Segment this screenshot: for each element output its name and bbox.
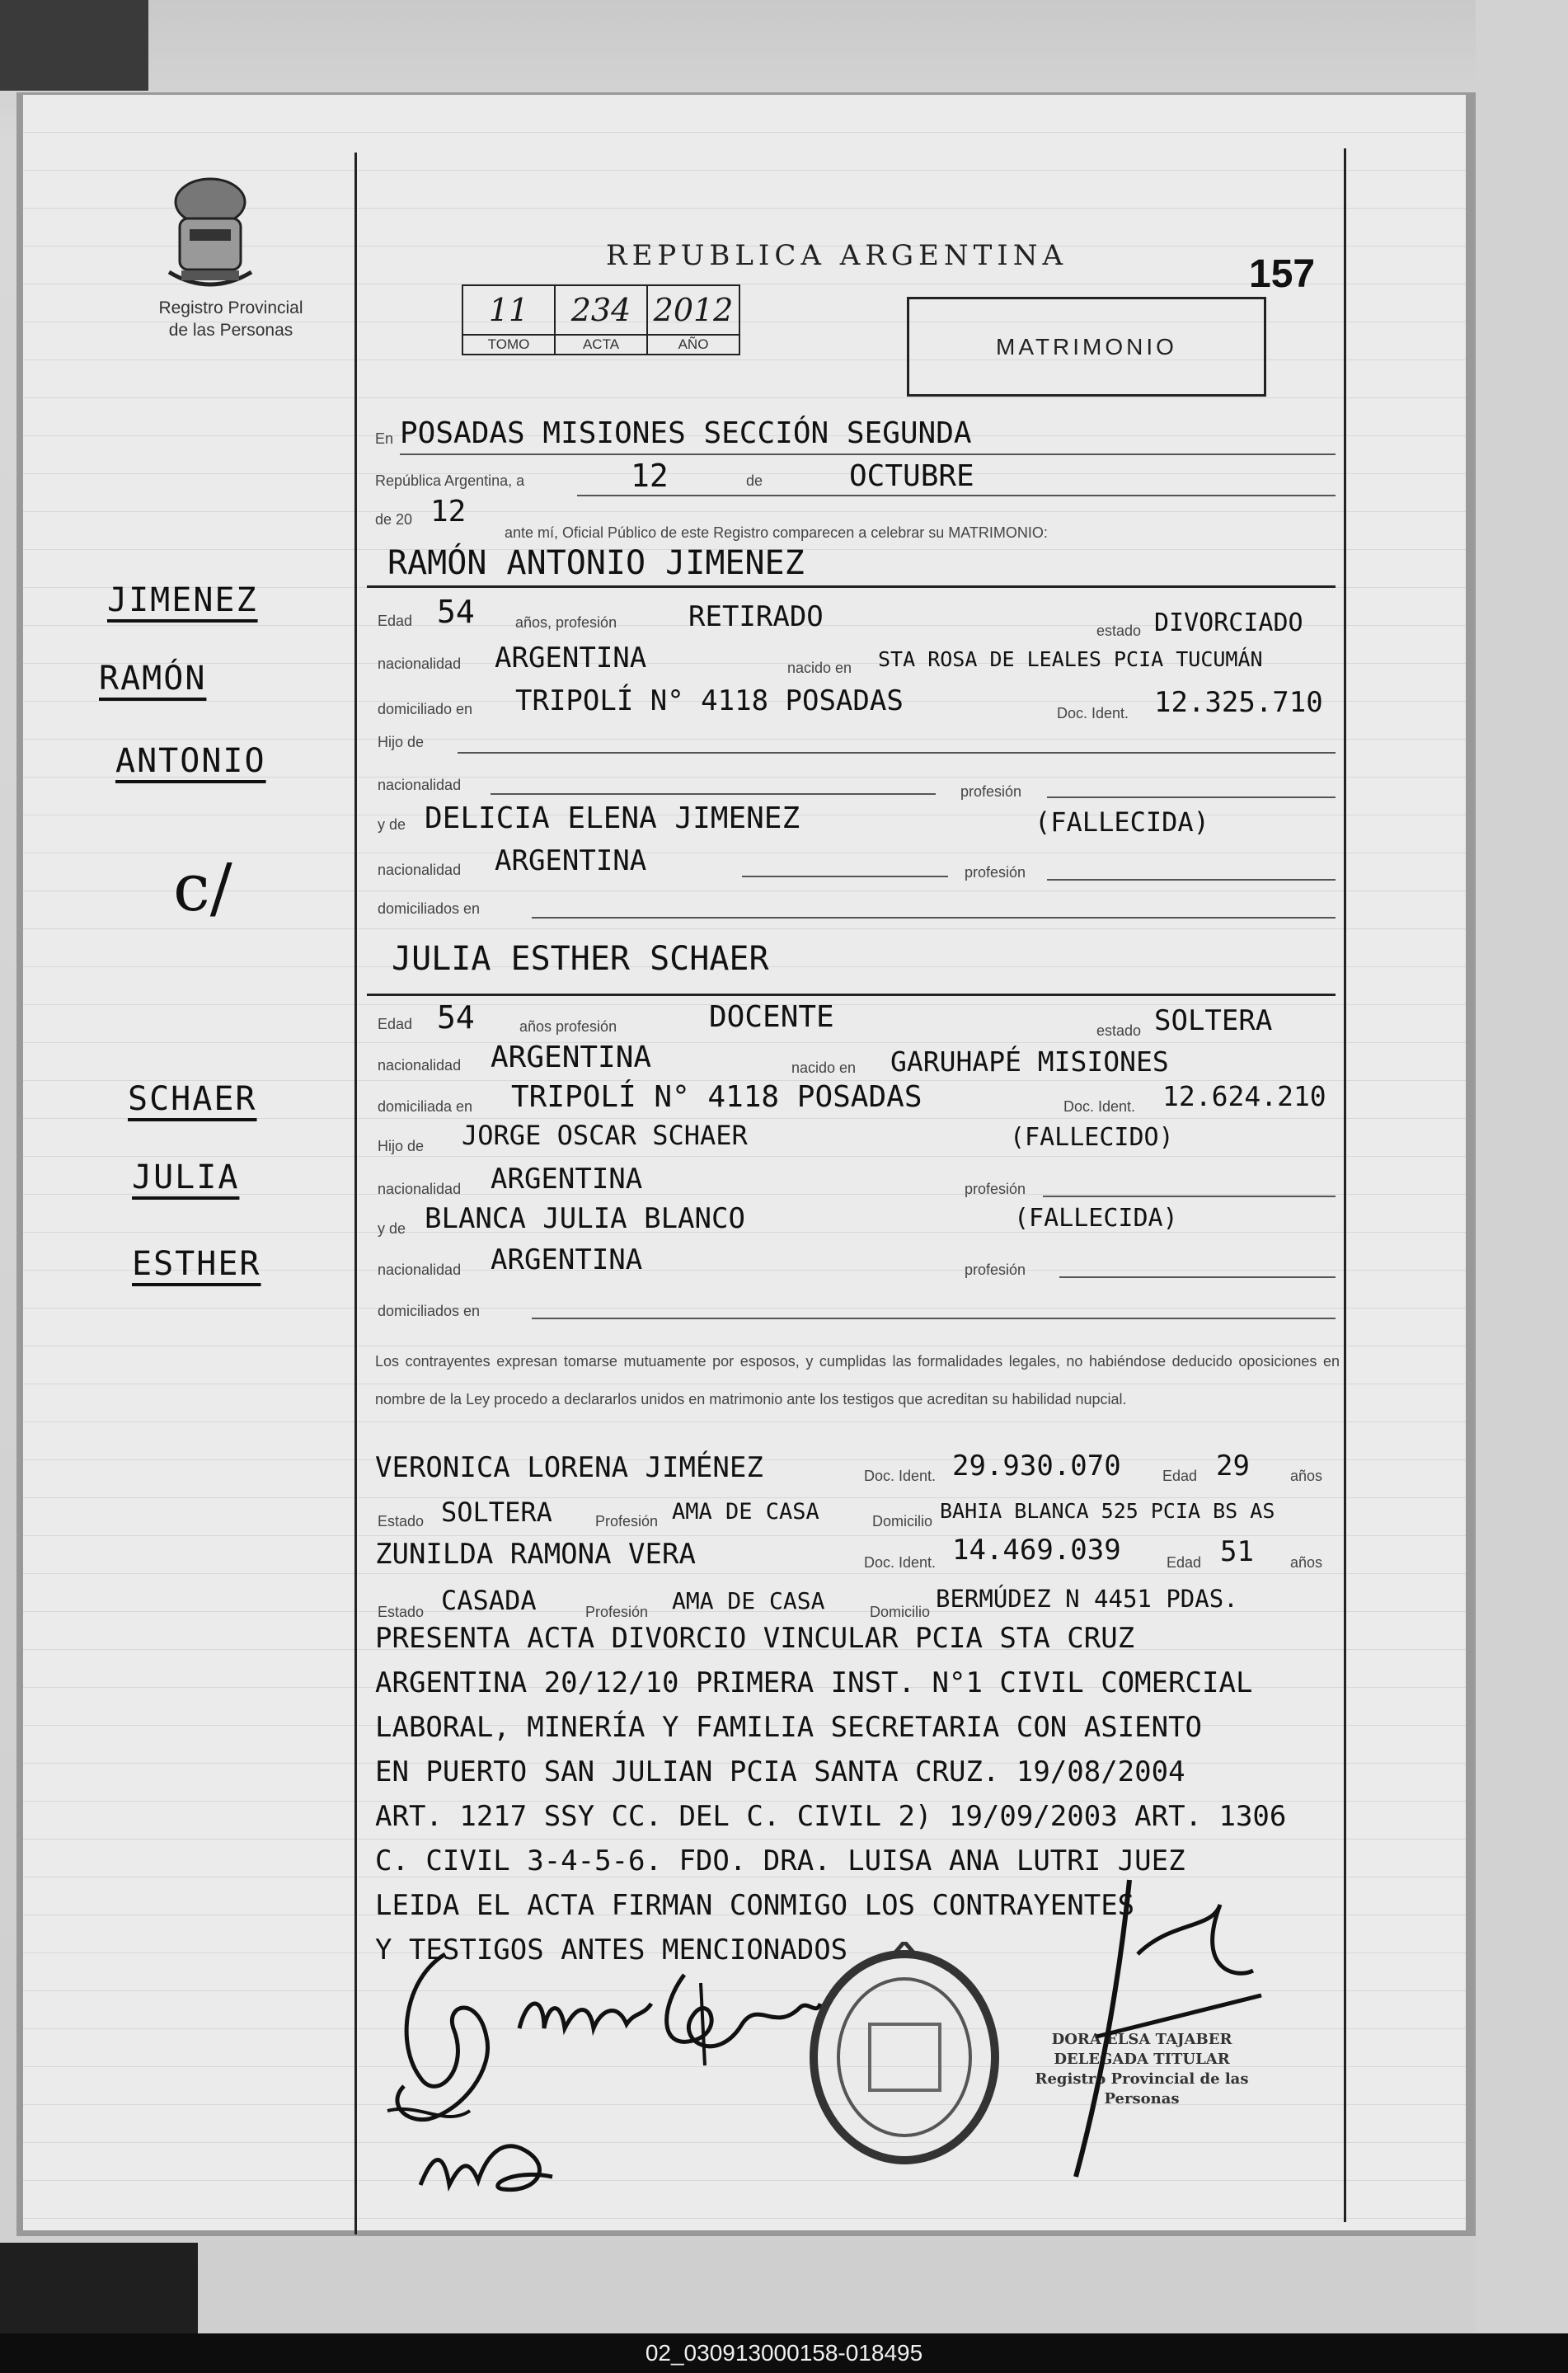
- label-bride-mother-prof: profesión: [965, 1262, 1026, 1278]
- label-groom-domiciliados: domiciliados en: [378, 900, 481, 917]
- witness1-name: VERONICA LORENA JIMÉNEZ: [375, 1451, 763, 1484]
- label-year-prefix: de 20: [375, 511, 413, 528]
- margin-bride-first: JULIA: [132, 1158, 240, 1196]
- groom-father-prof-line: [1047, 796, 1336, 798]
- stamp-line3: Registro Provincial de las Personas: [1035, 2070, 1249, 2108]
- background-right: [1476, 0, 1568, 2333]
- label-groom-nacionalidad: nacionalidad: [378, 656, 462, 672]
- record-box: [462, 284, 740, 355]
- groom-name: RAMÓN ANTONIO JIMENEZ: [387, 544, 805, 582]
- label-groom-profesion: años, profesión: [515, 614, 617, 631]
- label-bride-nacido: nacido en: [791, 1060, 857, 1076]
- anio-label: AÑO: [647, 335, 739, 355]
- label-w2-estado: Estado: [378, 1604, 425, 1620]
- bride-father-nationality: ARGENTINA: [491, 1163, 643, 1196]
- acta-value: 234: [555, 285, 647, 335]
- label-groom-father-nac: nacionalidad: [378, 777, 462, 793]
- bride-father-prof-line: [1043, 1196, 1336, 1197]
- note-line: EN PUERTO SAN JULIAN PCIA SANTA CRUZ. 19/08/2004: [375, 1755, 1185, 1788]
- groom-nationality: ARGENTINA: [495, 641, 647, 674]
- label-bride-profesion: años profesión: [519, 1018, 617, 1035]
- year-suffix: 12: [430, 495, 467, 529]
- bride-father: JORGE OSCAR SCHAER: [462, 1120, 748, 1151]
- label-bride-hijo: Hijo de: [378, 1138, 425, 1154]
- witness2-address: BERMÚDEZ N 4451 PDAS.: [936, 1585, 1238, 1613]
- bride-age: 54: [437, 999, 475, 1036]
- label-w1-estado: Estado: [378, 1513, 425, 1530]
- witness2-doc: 14.469.039: [952, 1534, 1121, 1567]
- groom-parents-address-line: [532, 917, 1336, 919]
- label-bride-estado: estado: [1096, 1022, 1142, 1039]
- bride-separator: [367, 994, 1336, 996]
- coat-of-arms-icon: [157, 173, 264, 293]
- label-bride-mother-nac: nacionalidad: [378, 1262, 462, 1278]
- margin-groom-first: RAMÓN: [99, 660, 207, 698]
- witness1-age: 29: [1216, 1450, 1250, 1483]
- groom-separator: [367, 585, 1336, 588]
- note-line: PRESENTA ACTA DIVORCIO VINCULAR PCIA STA CRUZ: [375, 1622, 1135, 1655]
- groom-mother-note: (FALLECIDA): [1035, 806, 1209, 838]
- signature-bride: [511, 1979, 660, 2053]
- groom-doc: 12.325.710: [1154, 686, 1323, 719]
- label-w1-anos: años: [1290, 1468, 1323, 1484]
- bride-doc: 12.624.210: [1162, 1080, 1326, 1112]
- label-groom-yde: y de: [378, 816, 406, 833]
- stamp-line2: DELEGADA TITULAR: [1054, 2051, 1230, 2068]
- margin-rule: [354, 153, 357, 2234]
- note-line: LEIDA EL ACTA FIRMAN CONMIGO LOS CONTRAYENTES: [375, 1889, 1135, 1922]
- background-corner: [0, 0, 148, 91]
- label-w2-doc: Doc. Ident.: [864, 1554, 937, 1571]
- signature-witness1: [643, 1958, 824, 2074]
- groom-mother-prof-line: [1047, 879, 1336, 881]
- book-bottom: [0, 2243, 198, 2333]
- groom-mother-nac-line: [742, 876, 948, 877]
- label-groom-father-prof: profesión: [960, 783, 1022, 800]
- label-w1-edad: Edad: [1162, 1468, 1198, 1484]
- country-title: REPUBLICA ARGENTINA: [606, 239, 1068, 272]
- label-bride-domiciliada: domiciliada en: [378, 1098, 473, 1115]
- margin-conjunction: c/: [173, 849, 232, 926]
- witness1-status: SOLTERA: [441, 1497, 552, 1528]
- groom-profession: RETIRADO: [688, 600, 824, 633]
- groom-address: TRIPOLÍ N° 4118 POSADAS: [515, 684, 904, 717]
- acta-label: ACTA: [555, 335, 647, 355]
- day: 12: [631, 458, 669, 494]
- label-republica: República Argentina, a: [375, 472, 525, 489]
- tomo-label: TOMO: [462, 335, 555, 355]
- label-w1-doc: Doc. Ident.: [864, 1468, 937, 1484]
- witness2-profession: AMA DE CASA: [672, 1587, 825, 1614]
- label-w2-profesion: Profesión: [585, 1604, 649, 1620]
- label-w1-domicilio: Domicilio: [872, 1513, 933, 1530]
- bride-mother: BLANCA JULIA BLANCO: [425, 1202, 745, 1235]
- label-bride-yde: y de: [378, 1220, 406, 1237]
- signature-witness2: [412, 2111, 569, 2210]
- note-line: ARGENTINA 20/12/10 PRIMERA INST. N°1 CIVIL COMERCIAL: [375, 1666, 1253, 1699]
- bride-mother-nationality: ARGENTINA: [491, 1243, 643, 1276]
- witness2-name: ZUNILDA RAMONA VERA: [375, 1538, 696, 1571]
- label-bride-father-prof: profesión: [965, 1181, 1026, 1197]
- agency-label: [99, 297, 363, 341]
- note-line: LABORAL, MINERÍA Y FAMILIA SECRETARIA CON ASIENTO: [375, 1711, 1203, 1744]
- groom-birthplace: STA ROSA DE LEALES PCIA TUCUMÁN: [878, 647, 1263, 671]
- witness1-profession: AMA DE CASA: [672, 1499, 819, 1525]
- witness2-status: CASADA: [441, 1585, 537, 1616]
- label-groom-edad: Edad: [378, 613, 413, 629]
- tomo-value: 11: [462, 285, 555, 335]
- margin-bride-middle: ESTHER: [132, 1245, 261, 1283]
- bride-birthplace: GARUHAPÉ MISIONES: [890, 1046, 1169, 1078]
- official-seal-icon: [804, 1942, 1006, 2169]
- label-w2-edad: Edad: [1167, 1554, 1202, 1571]
- label-bride-father-nac: nacionalidad: [378, 1181, 462, 1197]
- agency-name-line2: de las Personas: [168, 321, 293, 340]
- bride-parents-address-line: [532, 1318, 1336, 1319]
- label-groom-hijo: Hijo de: [378, 734, 425, 750]
- bride-nationality: ARGENTINA: [491, 1041, 652, 1074]
- bride-mother-note: (FALLECIDA): [1014, 1204, 1178, 1233]
- bride-name: JULIA ESTHER SCHAER: [392, 940, 769, 978]
- month: OCTUBRE: [849, 459, 974, 493]
- date-line: [577, 495, 1336, 496]
- bride-address: TRIPOLÍ N° 4118 POSADAS: [511, 1080, 922, 1114]
- note-line: Y TESTIGOS ANTES MENCIONADOS: [375, 1934, 848, 1967]
- bride-father-note: (FALLECIDO): [1010, 1123, 1174, 1152]
- label-bride-nacionalidad: nacionalidad: [378, 1057, 462, 1074]
- image-id: 02_030913000158-018495: [0, 2333, 1568, 2373]
- margin-groom-surname: JIMENEZ: [107, 581, 258, 619]
- label-groom-mother-prof: profesión: [965, 864, 1026, 881]
- witness2-age: 51: [1220, 1535, 1254, 1568]
- note-line: C. CIVIL 3-4-5-6. FDO. DRA. LUISA ANA LUTRI JUEZ: [375, 1844, 1185, 1877]
- place: POSADAS MISIONES SECCIÓN SEGUNDA: [400, 416, 972, 450]
- stamp-line1: DORA ELSA TAJABER: [1051, 2031, 1232, 2048]
- groom-age: 54: [437, 594, 475, 630]
- groom-mother: DELICIA ELENA JIMENEZ: [425, 801, 800, 835]
- folio-number: 157: [1249, 252, 1316, 296]
- label-bride-doc: Doc. Ident.: [1063, 1098, 1136, 1115]
- agency-name-line1: Registro Provincial: [158, 298, 303, 317]
- margin-groom-middle: ANTONIO: [115, 742, 266, 780]
- label-de-month: de: [746, 472, 763, 489]
- groom-status: DIVORCIADO: [1154, 609, 1303, 637]
- signature-official: [1047, 1872, 1278, 2185]
- witness1-address: BAHIA BLANCA 525 PCIA BS AS: [940, 1499, 1275, 1523]
- label-intro-rest: ante mí, Oficial Público de este Registro comparecen a celebrar su MATRIMONIO:: [505, 524, 1048, 541]
- label-w2-domicilio: Domicilio: [870, 1604, 931, 1620]
- label-groom-estado: estado: [1096, 623, 1142, 639]
- note-line: ART. 1217 SSY CC. DEL C. CIVIL 2) 19/09/2003 ART. 1306: [375, 1800, 1287, 1833]
- label-w1-profesion: Profesión: [595, 1513, 659, 1530]
- label-groom-domiciliado: domiciliado en: [378, 701, 473, 717]
- label-groom-doc: Doc. Ident.: [1057, 705, 1129, 721]
- label-groom-nacido: nacido en: [787, 660, 852, 676]
- groom-father-line: [458, 752, 1336, 754]
- groom-mother-nationality: ARGENTINA: [495, 844, 647, 877]
- document-type: MATRIMONIO: [907, 297, 1266, 397]
- groom-father-nac-line: [491, 793, 936, 795]
- label-groom-mother-nac: nacionalidad: [378, 862, 462, 878]
- bride-profession: DOCENTE: [709, 1000, 834, 1034]
- margin-bride-surname: SCHAER: [128, 1080, 257, 1118]
- bride-status: SOLTERA: [1154, 1004, 1273, 1037]
- label-w2-anos: años: [1290, 1554, 1323, 1571]
- label-bride-edad: Edad: [378, 1016, 413, 1032]
- witness1-doc: 29.930.070: [952, 1450, 1121, 1483]
- anio-value: 2012: [647, 285, 739, 335]
- bride-mother-prof-line: [1059, 1276, 1336, 1278]
- place-line: [400, 453, 1336, 455]
- label-en: En: [375, 430, 394, 447]
- declaration-text: Los contrayentes expresan tomarse mutuamente por esposos, y cumplidas las formalidades legales, no habiéndose deducido oposiciones en nombre de la Ley procedo a declararlos unidos en matrimonio ante los testigos que acreditan su habilidad nupcial.: [375, 1353, 1340, 1407]
- label-bride-domiciliados: domiciliados en: [378, 1303, 481, 1319]
